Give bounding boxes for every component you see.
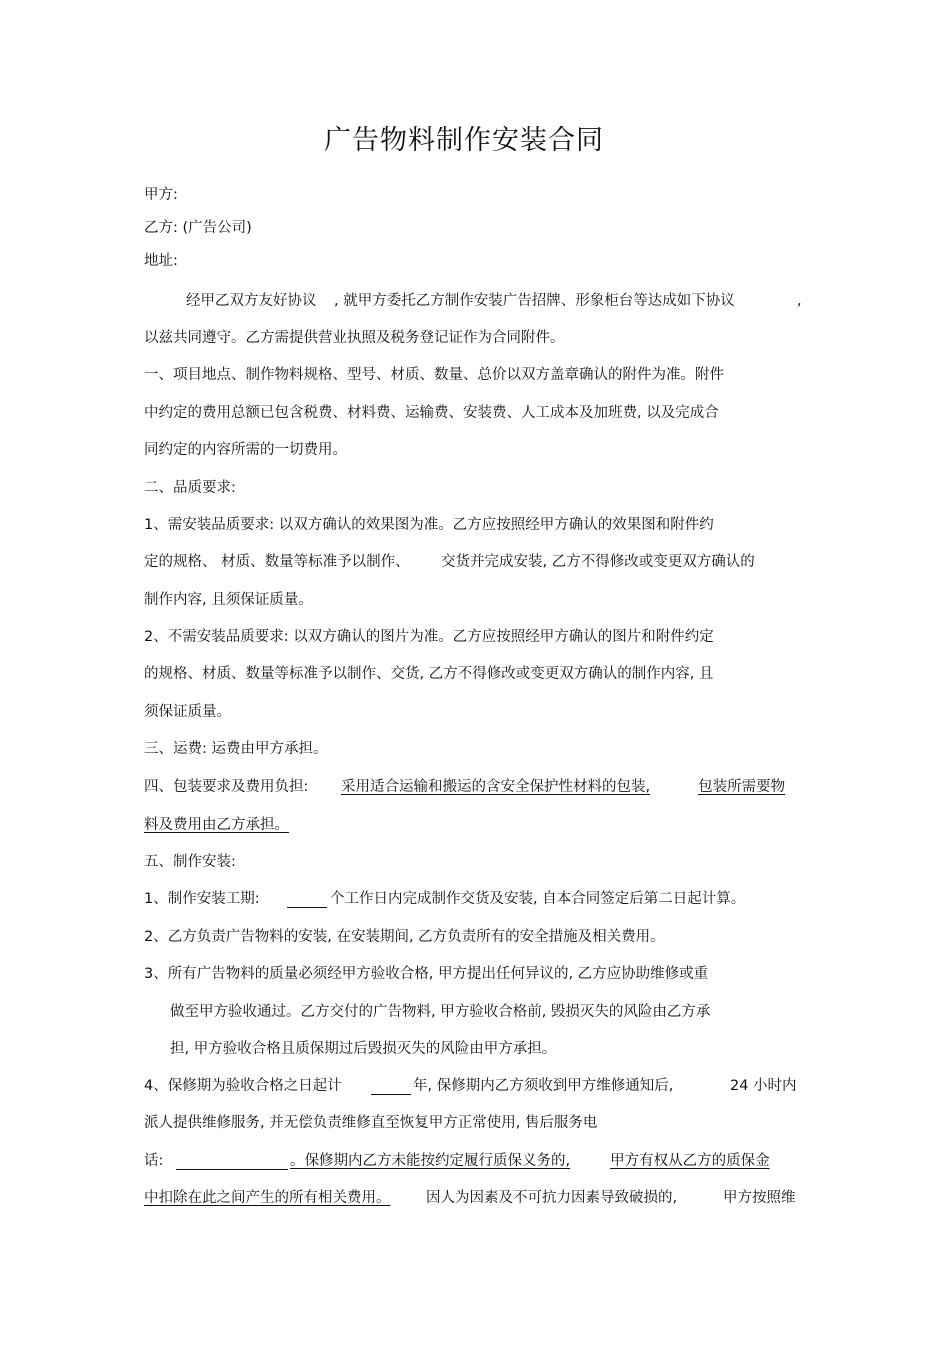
- section-5-item-4c: 24 小时内: [730, 1078, 797, 1094]
- section-1-line-2: 中约定的费用总额已包含税费、材料费、运输费、安装费、人工成本及加班费, 以及完成合: [144, 405, 719, 421]
- intro-line-1c: ,: [797, 293, 802, 309]
- section-5-item-1a: 1、制作安装工期:: [144, 891, 260, 907]
- section-1-line-3: 同约定的内容所需的一切费用。: [144, 442, 347, 458]
- section-5-item-4a: 4、保修期为验收合格之日起计: [144, 1078, 342, 1094]
- section-4-underlined-1: 采用适合运输和搬运的含安全保护性材料的包装, 包装所需要物: [341, 779, 786, 795]
- address-label: 地址:: [144, 253, 178, 269]
- service-phone-blank: [176, 1154, 288, 1170]
- section-5-item-4b: 年, 保修期内乙方须收到甲方维修通知后,: [413, 1078, 674, 1094]
- party-b-label: 乙方: (广告公司): [144, 220, 252, 236]
- section-3-freight: 三、运费: 运费由甲方承担。: [144, 741, 328, 757]
- section-2-p1-line-2a: 定的规格、 材质、数量等标准予以制作、: [144, 554, 410, 570]
- section-5-item-4-line-4b: 因人为因素及不可抗力因素导致破损的,: [426, 1190, 678, 1206]
- section-2-p1-line-1: 1、需安装品质要求: 以双方确认的效果图为准。乙方应按照经甲方确认的效果图和附件约: [144, 517, 714, 533]
- section-2-p2-line-2: 的规格、材质、数量等标准予以制作、交货, 乙方不得修改或变更双方确认的制作内容, 且: [144, 666, 714, 682]
- page-title: 广告物料制作安装合同: [324, 125, 604, 156]
- section-5-item-3-line-1: 3、所有广告物料的质量必须经甲方验收合格, 甲方提出任何异议的, 乙方应协助维修或重: [144, 966, 709, 982]
- service-phone-label: 话:: [144, 1153, 164, 1169]
- section-5-item-3-line-3: 担, 甲方验收合格且质保期过后毁损灭失的风险由甲方承担。: [170, 1041, 557, 1057]
- section-2-heading: 二、品质要求:: [144, 480, 236, 496]
- section-2-p1-line-2b: 交货并完成安装, 乙方不得修改或变更双方确认的: [441, 554, 755, 570]
- section-5-item-1b: 个工作日内完成制作交货及安装, 自本合同签定后第二日起计算。: [330, 891, 746, 907]
- section-5-item-4-line-2: 派人提供维修服务, 并无偿负责维修直至恢复甲方正常使用, 售后服务电: [144, 1115, 598, 1131]
- section-5-item-4-underlined-1: 。保修期内乙方未能按约定履行质保义务的, 甲方有权从乙方的质保金: [290, 1153, 770, 1169]
- section-2-p2-line-1: 2、不需安装品质要求: 以双方确认的图片为准。乙方应按照经甲方确认的图片和附件约定: [144, 629, 714, 645]
- section-5-item-2: 2、乙方负责广告物料的安装, 在安装期间, 乙方负责所有的安全措施及相关费用。: [144, 929, 665, 945]
- section-1-line-1: 一、项目地点、制作物料规格、型号、材质、数量、总价以双方盖章确认的附件为准。附件: [144, 367, 724, 383]
- section-2-p2-line-3: 须保证质量。: [144, 704, 231, 720]
- section-5-item-3-line-2: 做至甲方验收通过。乙方交付的广告物料, 甲方验收合格前, 毁损灭失的风险由乙方承: [170, 1004, 711, 1020]
- intro-line-1a: 经甲乙双方友好协议: [186, 293, 317, 309]
- section-5-item-4-underlined-2: 中扣除在此之间产生的所有相关费用。: [144, 1190, 391, 1206]
- section-4-prefix: 四、包装要求及费用负担:: [144, 779, 309, 795]
- section-5-item-4-line-4c: 甲方按照维: [723, 1190, 796, 1206]
- section-4-underlined-2: 料及费用由乙方承担。: [144, 817, 289, 833]
- intro-line-2: 以兹共同遵守。乙方需提供营业执照及税务登记证作为合同附件。: [144, 330, 565, 346]
- intro-line-1b: , 就甲方委托乙方制作安装广告招牌、形象柜台等达成如下协议: [334, 293, 735, 309]
- warranty-years-blank: [371, 1079, 411, 1095]
- work-days-blank: [287, 892, 327, 908]
- section-5-heading: 五、制作安装:: [144, 854, 236, 870]
- section-2-p1-line-3: 制作内容, 且须保证质量。: [144, 592, 313, 608]
- party-a-label: 甲方:: [144, 187, 178, 203]
